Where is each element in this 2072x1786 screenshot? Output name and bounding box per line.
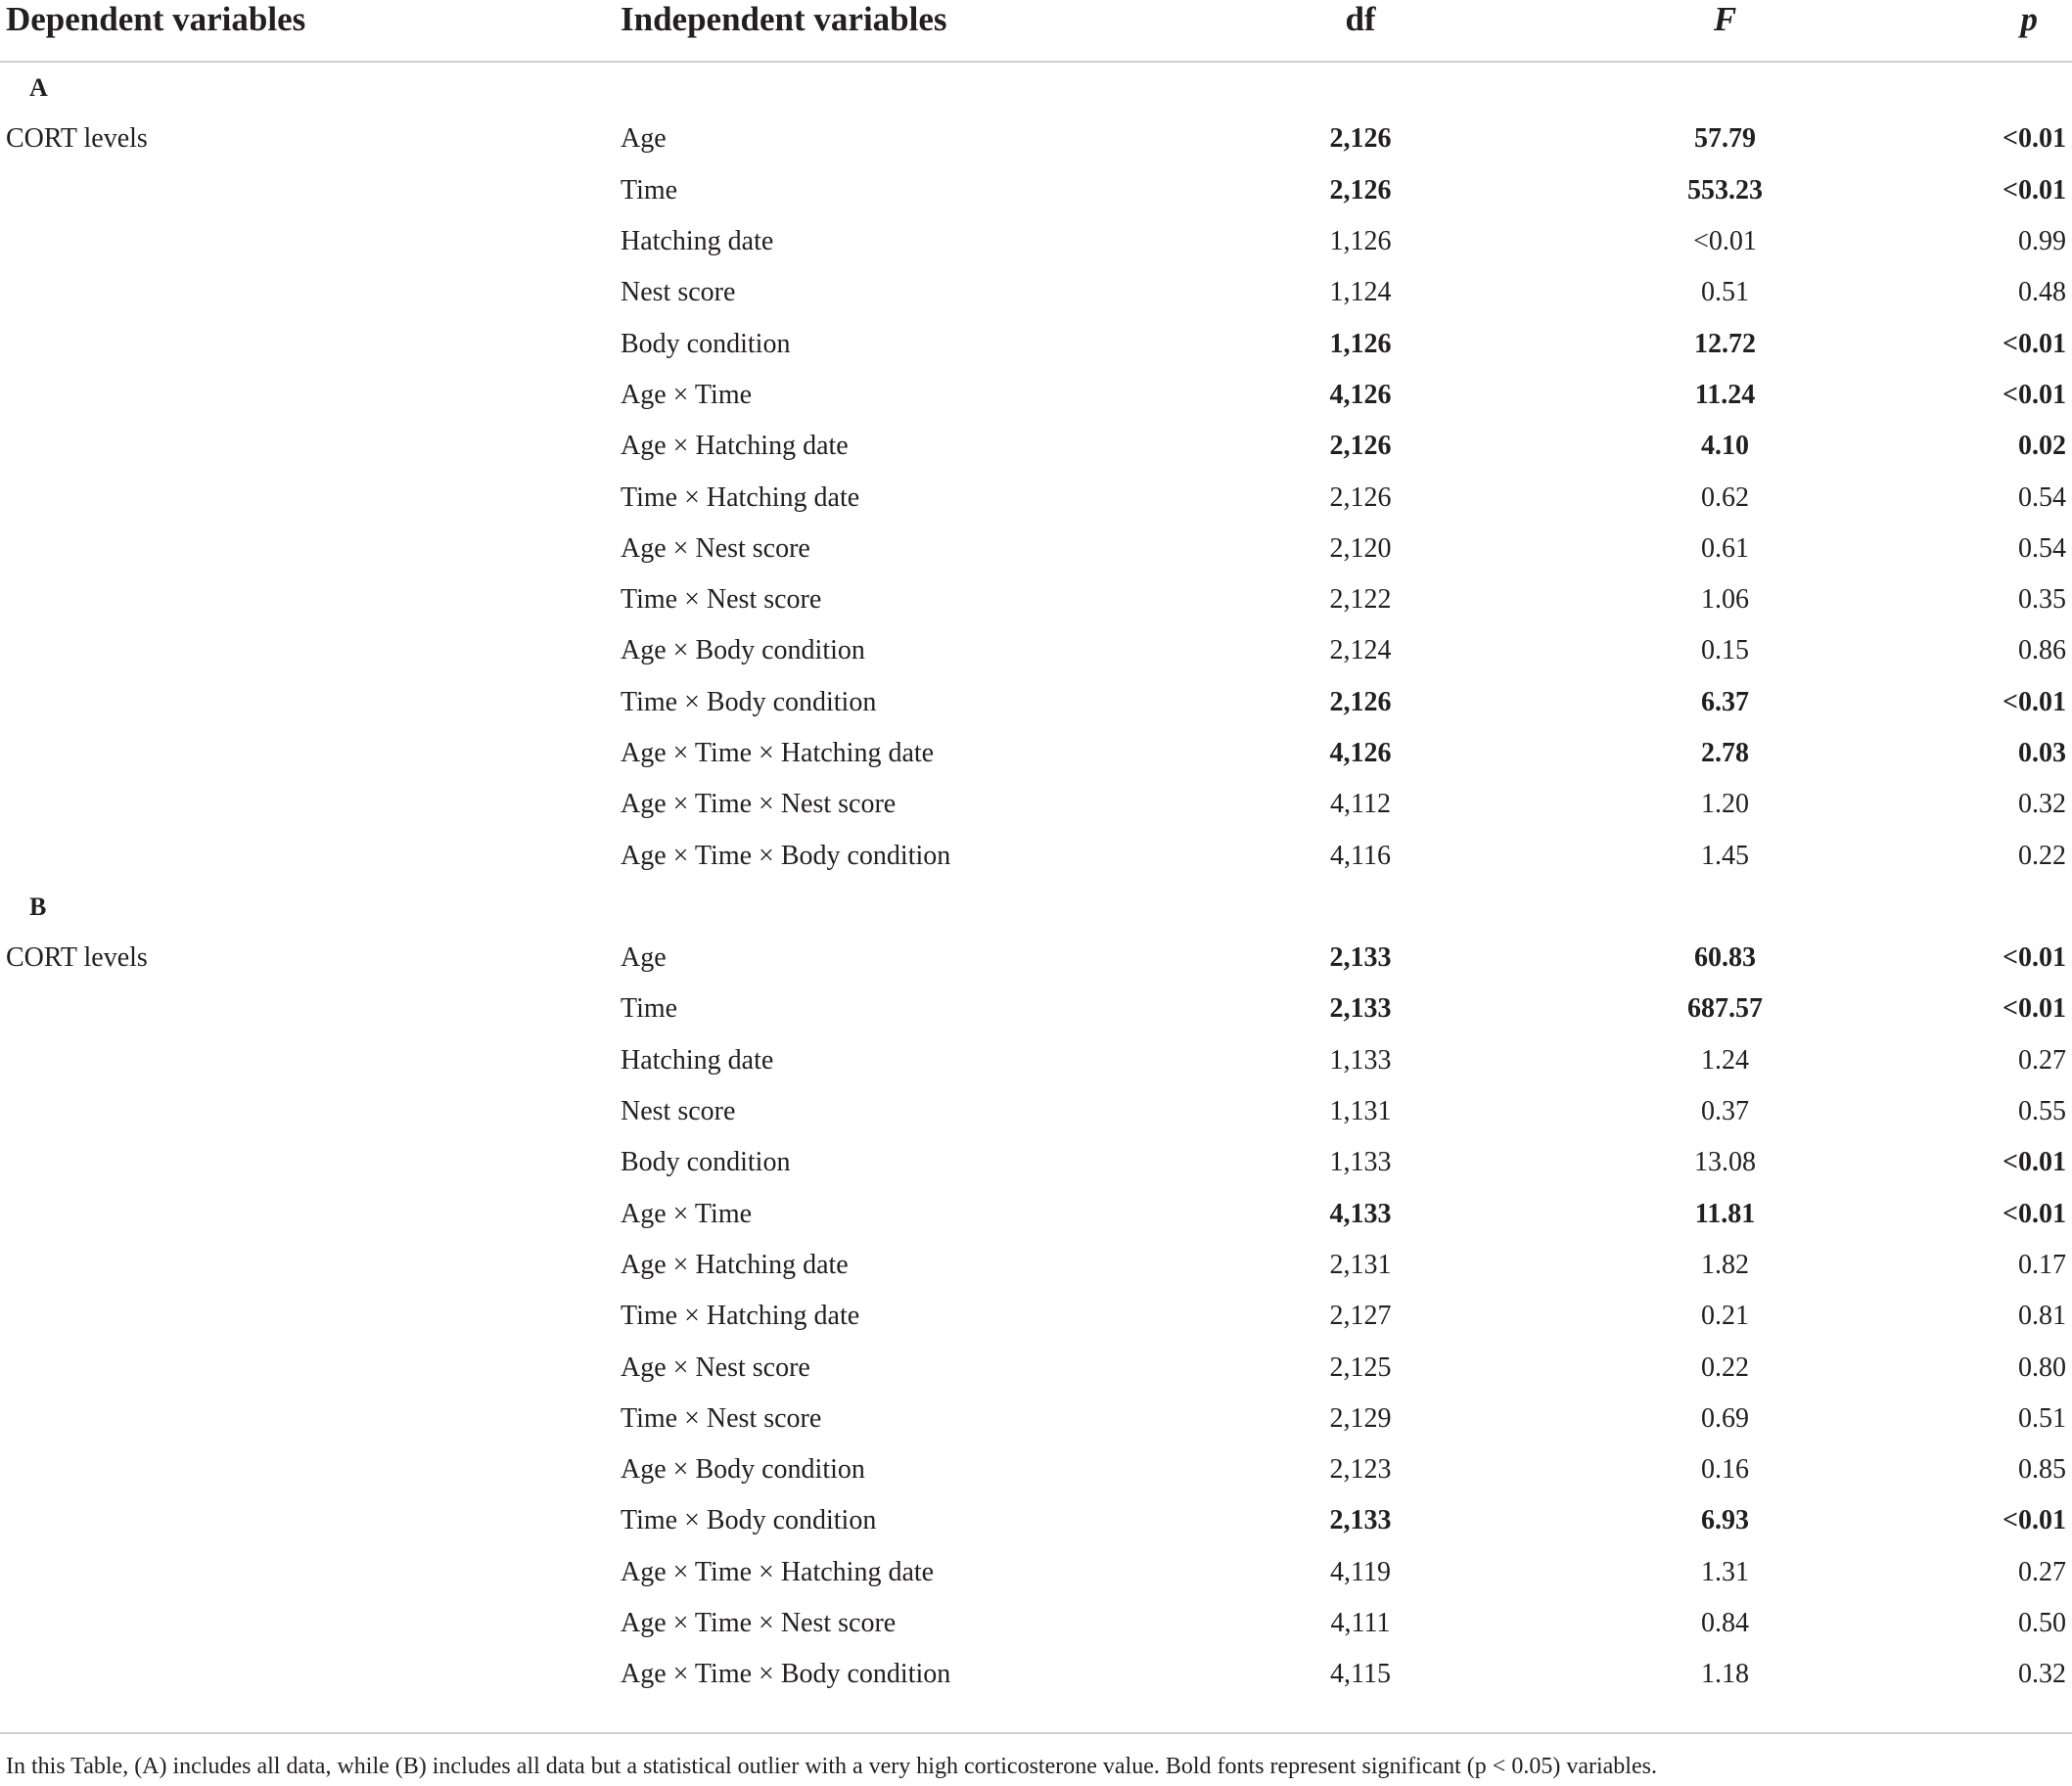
p-value-cell: 0.35: [2018, 584, 2066, 616]
df-cell: 1,126: [1329, 226, 1392, 257]
table-footnote: In this Table, (A) includes all data, while (B) includes all data but a statistical outlier with a very high corticosterone value. Bold fonts represent significant (p < 0.05) variables.: [0, 1732, 2072, 1781]
independent-variable-cell: Age × Time × Nest score: [621, 1608, 897, 1639]
independent-variable-cell: Age × Nest score: [621, 532, 810, 564]
section-row: [0, 882, 2072, 933]
df-cell: 2,126: [1329, 481, 1392, 513]
p-value-cell: 0.55: [2018, 1096, 2066, 1127]
table-row: [0, 677, 2072, 728]
table-row: [0, 421, 2072, 472]
independent-variable-cell: Age: [621, 942, 667, 974]
p-value-cell: 0.80: [2018, 1351, 2066, 1383]
p-value-cell: <0.01: [2003, 174, 2066, 206]
independent-variable-cell: Time × Body condition: [621, 686, 877, 717]
table-row: [0, 625, 2072, 676]
table-row: [0, 1240, 2072, 1291]
f-value-cell: 6.93: [1701, 1505, 1749, 1536]
table-row: [0, 574, 2072, 625]
dependent-variable-cell: [0, 625, 615, 676]
dependent-variable-cell: [0, 216, 615, 267]
p-value-cell: <0.01: [2003, 1505, 2066, 1536]
f-value-cell: 13.08: [1694, 1147, 1756, 1178]
section-label: B: [29, 892, 47, 921]
table-row: [0, 370, 2072, 421]
dependent-variable-cell: [0, 984, 615, 1034]
df-cell: 1,133: [1329, 1044, 1392, 1076]
p-value-cell: 0.22: [2018, 840, 2066, 871]
f-value-cell: 0.84: [1701, 1608, 1749, 1639]
table-row: [0, 1444, 2072, 1495]
dependent-variable-cell: [0, 728, 615, 779]
p-value-cell: <0.01: [2003, 328, 2066, 359]
dependent-variable-cell: [0, 370, 615, 421]
p-value-cell: 0.32: [2018, 1659, 2066, 1690]
dependent-variable-cell: CORT levels: [6, 123, 148, 155]
header-dependent-variables: Dependent variables: [0, 0, 615, 62]
independent-variable-cell: Time: [621, 174, 678, 206]
p-value-cell: 0.48: [2018, 277, 2066, 308]
p-value-cell: <0.01: [2003, 993, 2066, 1025]
f-value-cell: 2.78: [1701, 738, 1749, 768]
f-value-cell: 6.37: [1701, 686, 1749, 717]
table-row: [0, 1189, 2072, 1240]
f-value-cell: 0.51: [1701, 277, 1749, 308]
df-cell: 4,115: [1330, 1659, 1391, 1690]
f-value-cell: 1.20: [1701, 789, 1749, 820]
f-value-cell: 1.18: [1701, 1659, 1749, 1690]
df-cell: 4,133: [1329, 1198, 1392, 1229]
f-value-cell: 57.79: [1694, 123, 1756, 155]
p-value-cell: 0.51: [2018, 1402, 2066, 1434]
dependent-variable-cell: [0, 318, 615, 369]
dependent-variable-cell: [0, 1137, 615, 1188]
section-row: [0, 62, 2072, 114]
f-value-cell: 1.24: [1701, 1044, 1749, 1076]
dependent-variable-cell: [0, 1444, 615, 1495]
table-row: [0, 267, 2072, 318]
independent-variable-cell: Time × Nest score: [621, 1402, 822, 1434]
df-cell: 2,129: [1329, 1402, 1392, 1434]
header-df: df: [1179, 0, 1542, 62]
f-value-cell: 1.82: [1701, 1249, 1749, 1280]
dependent-variable-cell: [0, 574, 615, 625]
header-independent-variables: Independent variables: [615, 0, 1179, 62]
dependent-variable-cell: [0, 1086, 615, 1137]
dependent-variable-cell: [0, 421, 615, 472]
dependent-variable-cell: CORT levels: [6, 942, 148, 974]
df-cell: 1,131: [1329, 1096, 1392, 1127]
table-row: [0, 1649, 2072, 1700]
dependent-variable-cell: [0, 1342, 615, 1393]
table-row: [0, 1086, 2072, 1137]
df-cell: 2,124: [1329, 635, 1392, 666]
dependent-variable-cell: [0, 1547, 615, 1598]
p-value-cell: 0.54: [2018, 481, 2066, 513]
f-value-cell: 0.16: [1701, 1454, 1749, 1486]
independent-variable-cell: Time × Hatching date: [621, 1301, 860, 1332]
dependent-variable-cell: [0, 1649, 615, 1700]
independent-variable-cell: Age × Nest score: [621, 1351, 810, 1383]
table-row: [0, 1598, 2072, 1649]
independent-variable-cell: Age × Body condition: [621, 635, 865, 666]
dependent-variable-cell: [0, 165, 615, 216]
f-value-cell: 4.10: [1701, 431, 1749, 462]
f-value-cell: 553.23: [1687, 174, 1763, 206]
p-value-cell: 0.27: [2018, 1044, 2066, 1076]
table-row: [0, 933, 2072, 984]
dependent-variable-cell: [0, 472, 615, 523]
independent-variable-cell: Age × Hatching date: [621, 1249, 849, 1280]
df-cell: 2,122: [1329, 584, 1392, 616]
table-row: [0, 1495, 2072, 1546]
independent-variable-cell: Age × Time: [621, 1198, 753, 1229]
f-value-cell: 1.45: [1701, 840, 1749, 871]
df-cell: 4,116: [1330, 840, 1391, 871]
df-cell: 2,126: [1329, 686, 1392, 717]
df-cell: 2,133: [1329, 1505, 1392, 1536]
independent-variable-cell: Hatching date: [621, 1044, 774, 1076]
dependent-variable-cell: [0, 1495, 615, 1546]
df-cell: 1,124: [1329, 277, 1392, 308]
f-value-cell: <0.01: [1693, 226, 1757, 257]
table-row: [0, 165, 2072, 216]
df-cell: 4,126: [1329, 738, 1392, 768]
dependent-variable-cell: [0, 1598, 615, 1649]
f-value-cell: 0.15: [1701, 635, 1749, 666]
p-value-cell: 0.32: [2018, 789, 2066, 820]
p-value-cell: <0.01: [2003, 686, 2066, 717]
independent-variable-cell: Time: [621, 993, 678, 1025]
df-cell: 1,126: [1329, 328, 1392, 359]
f-value-cell: 60.83: [1694, 942, 1756, 974]
df-cell: 4,119: [1330, 1556, 1391, 1587]
f-value-cell: 0.22: [1701, 1351, 1749, 1383]
independent-variable-cell: Body condition: [621, 1147, 791, 1178]
independent-variable-cell: Age × Time × Body condition: [621, 1659, 951, 1690]
table-row: [0, 1394, 2072, 1444]
p-value-cell: 0.02: [2018, 431, 2066, 462]
table-row: [0, 984, 2072, 1034]
f-value-cell: 12.72: [1694, 328, 1756, 359]
table-row: [0, 1547, 2072, 1598]
dependent-variable-cell: [0, 1240, 615, 1291]
table-row: [0, 1137, 2072, 1188]
independent-variable-cell: Nest score: [621, 277, 736, 308]
header-p: p: [1909, 0, 2072, 62]
independent-variable-cell: Age × Hatching date: [621, 431, 849, 462]
df-cell: 2,133: [1329, 993, 1392, 1025]
dependent-variable-cell: [0, 1189, 615, 1240]
dependent-variable-cell: [0, 524, 615, 574]
independent-variable-cell: Age × Body condition: [621, 1454, 865, 1486]
table-row: [0, 114, 2072, 164]
f-value-cell: 0.69: [1701, 1402, 1749, 1434]
independent-variable-cell: Time × Hatching date: [621, 481, 860, 513]
df-cell: 2,133: [1329, 942, 1392, 974]
f-value-cell: 0.37: [1701, 1096, 1749, 1127]
df-cell: 4,111: [1330, 1608, 1391, 1639]
independent-variable-cell: Age × Time × Hatching date: [621, 1556, 935, 1587]
p-value-cell: 0.85: [2018, 1454, 2066, 1486]
header-f: F: [1542, 0, 1909, 62]
p-value-cell: <0.01: [2003, 942, 2066, 974]
independent-variable-cell: Age: [621, 123, 667, 155]
dependent-variable-cell: [0, 1394, 615, 1444]
f-value-cell: 11.24: [1694, 379, 1756, 410]
table-row: [0, 216, 2072, 267]
independent-variable-cell: Body condition: [621, 328, 791, 359]
independent-variable-cell: Age × Time: [621, 379, 753, 410]
dependent-variable-cell: [0, 830, 615, 881]
p-value-cell: 0.86: [2018, 635, 2066, 666]
f-value-cell: 0.21: [1701, 1301, 1749, 1332]
df-cell: 4,112: [1330, 789, 1391, 820]
p-value-cell: <0.01: [2003, 379, 2066, 410]
table-row: [0, 524, 2072, 574]
table-row: [0, 1035, 2072, 1086]
f-value-cell: 687.57: [1687, 993, 1763, 1025]
independent-variable-cell: Time × Body condition: [621, 1505, 877, 1536]
f-value-cell: 1.06: [1701, 584, 1749, 616]
df-cell: 1,133: [1329, 1147, 1392, 1178]
table-header: [0, 0, 2072, 62]
section-label: A: [29, 73, 48, 103]
f-value-cell: 1.31: [1701, 1556, 1749, 1587]
df-cell: 2,126: [1329, 431, 1392, 462]
df-cell: 2,126: [1329, 174, 1392, 206]
f-value-cell: 0.62: [1701, 481, 1749, 513]
df-cell: 2,120: [1329, 532, 1392, 564]
p-value-cell: <0.01: [2003, 123, 2066, 155]
dependent-variable-cell: [0, 677, 615, 728]
p-value-cell: 0.54: [2018, 532, 2066, 564]
table-row: [0, 1342, 2072, 1393]
p-value-cell: <0.01: [2003, 1147, 2066, 1178]
table-row: [0, 779, 2072, 830]
table-row: [0, 830, 2072, 881]
table-row: [0, 472, 2072, 523]
dependent-variable-cell: [0, 267, 615, 318]
df-cell: 4,126: [1329, 379, 1392, 410]
p-value-cell: 0.81: [2018, 1301, 2066, 1332]
dependent-variable-cell: [0, 779, 615, 830]
p-value-cell: 0.17: [2018, 1249, 2066, 1280]
table-row: [0, 1291, 2072, 1342]
p-value-cell: 0.27: [2018, 1556, 2066, 1587]
p-value-cell: 0.50: [2018, 1608, 2066, 1639]
independent-variable-cell: Age × Time × Body condition: [621, 840, 951, 871]
df-cell: 2,125: [1329, 1351, 1392, 1383]
independent-variable-cell: Hatching date: [621, 226, 774, 257]
df-cell: 2,123: [1329, 1454, 1392, 1486]
p-value-cell: 0.03: [2018, 738, 2066, 768]
dependent-variable-cell: [0, 1291, 615, 1342]
independent-variable-cell: Age × Time × Nest score: [621, 789, 897, 820]
p-value-cell: <0.01: [2003, 1198, 2066, 1229]
table-body: [0, 62, 2072, 1701]
f-value-cell: 0.61: [1701, 532, 1749, 564]
independent-variable-cell: Age × Time × Hatching date: [621, 738, 935, 768]
independent-variable-cell: Nest score: [621, 1096, 736, 1127]
dependent-variable-cell: [0, 1035, 615, 1086]
df-cell: 2,131: [1329, 1249, 1392, 1280]
p-value-cell: 0.99: [2018, 226, 2066, 257]
independent-variable-cell: Time × Nest score: [621, 584, 822, 616]
df-cell: 2,127: [1329, 1301, 1392, 1332]
f-value-cell: 11.81: [1694, 1198, 1756, 1229]
table-row: [0, 728, 2072, 779]
df-cell: 2,126: [1329, 123, 1392, 155]
table-row: [0, 318, 2072, 369]
